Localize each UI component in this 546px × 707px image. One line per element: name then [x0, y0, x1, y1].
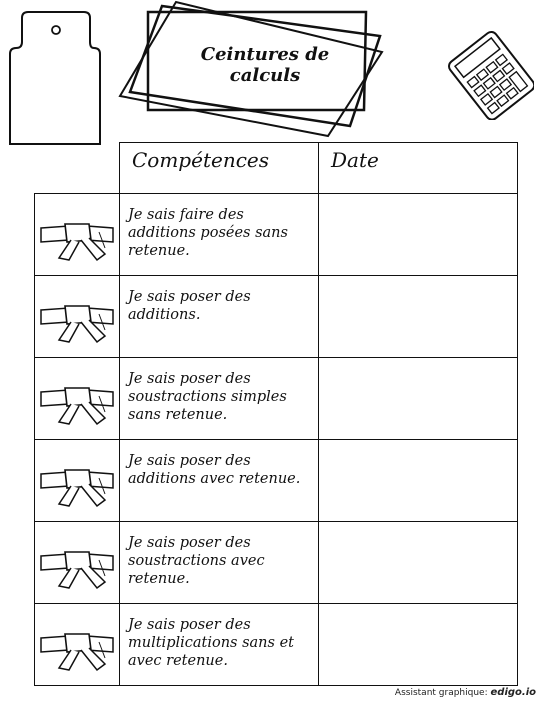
competence-cell: Je sais poser des multiplications sans et avec retenue.: [120, 604, 319, 686]
judo-belt-icon: [39, 218, 115, 262]
judo-belt-icon: [39, 464, 115, 508]
name-tag-icon: [8, 8, 104, 148]
table-row: [35, 194, 518, 276]
credit-label: Assistant graphique:: [394, 688, 488, 698]
belt-cell: [35, 358, 120, 440]
belt-cell: [35, 440, 120, 522]
table-header-row: [35, 143, 518, 194]
table-row: [35, 358, 518, 440]
belt-cell: [35, 522, 120, 604]
date-cell[interactable]: [319, 604, 518, 686]
date-cell[interactable]: [319, 440, 518, 522]
belt-cell: [35, 276, 120, 358]
date-cell[interactable]: [319, 358, 518, 440]
competence-cell: Je sais poser des additions.: [120, 276, 319, 358]
calculator-icon: [448, 30, 534, 120]
competence-cell: Je sais faire des additions posées sans retenue.: [120, 194, 319, 276]
column-header-competences: Compétences: [120, 143, 319, 194]
column-header-date: Date: [319, 143, 518, 194]
competence-cell: Je sais poser des soustractions avec retenue.: [120, 522, 319, 604]
judo-belt-icon: [39, 382, 115, 426]
credit-line: [395, 687, 536, 698]
page-title: Ceintures de calculs: [200, 44, 330, 86]
belt-cell: [35, 604, 120, 686]
table-row: [35, 522, 518, 604]
competence-cell: Je sais poser des soustractions simples sans retenue.: [120, 358, 319, 440]
competence-cell: Je sais poser des additions avec retenue.: [120, 440, 319, 522]
date-cell[interactable]: [319, 522, 518, 604]
belt-cell: [35, 194, 120, 276]
judo-belt-icon: [39, 300, 115, 344]
table-row: [35, 276, 518, 358]
date-cell[interactable]: [319, 194, 518, 276]
table-row: [35, 440, 518, 522]
table-row: [35, 604, 518, 686]
credit-brand: edigo.io: [490, 687, 536, 698]
judo-belt-icon: [39, 628, 115, 672]
date-cell[interactable]: [319, 276, 518, 358]
judo-belt-icon: [39, 546, 115, 590]
competence-table: [34, 142, 518, 686]
